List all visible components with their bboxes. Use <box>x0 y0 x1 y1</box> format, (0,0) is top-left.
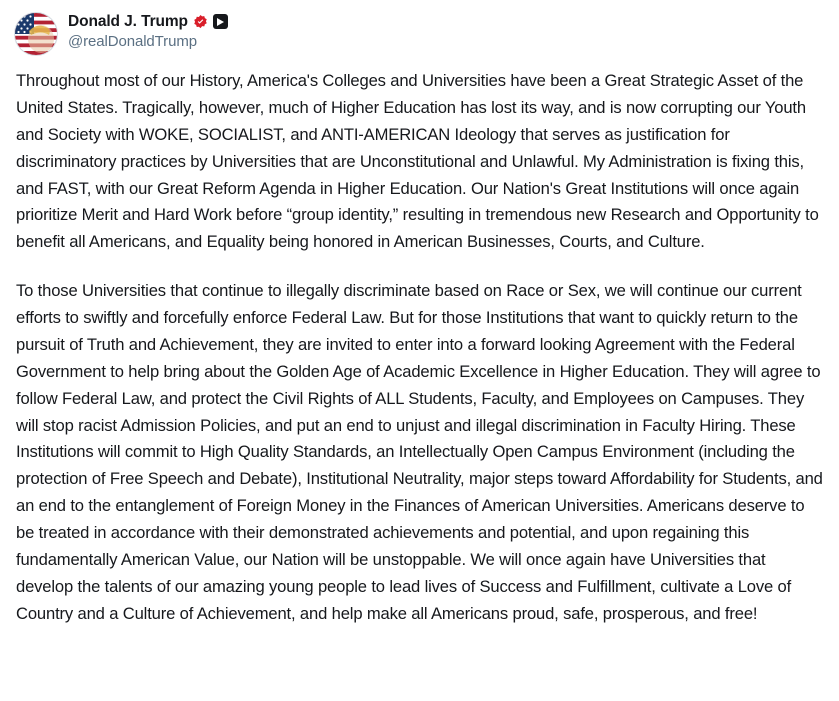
post-body <box>14 66 825 628</box>
verified-badge-icon <box>193 14 208 29</box>
author-identity <box>68 12 228 50</box>
post-paragraph: Throughout most of our History, America's Colleges and Universities have been a Great Strategic Asset of the United States. Tragically, however, much of Higher Education has lost its way, and is now corrupting our Youth and Society with WOKE, SOCIALIST, and ANTI-AMERICAN Ideology that serves as justification for discriminatory practices by Universities that are Unconstitutional and Unlawful. My Administration is fixing this, and FAST, with our Great Reform Agenda in Higher Education. Our Nation's Great Institutions will once again prioritize Merit and Hard Work before “group identity,” resulting in tremendous new Research and Opportunity to benefit all Americans, and Equality being honored in American Businesses, Courts, and Culture. <box>16 71 819 252</box>
author-display-name[interactable]: Donald J. Trump <box>68 13 188 30</box>
post-paragraph: To those Universities that continue to illegally discriminate based on Race or Sex, we will continue our current efforts to swiftly and forcefully enforce Federal Law. But for those Institutions that want to quickly return to the pursuit of Truth and Achievement, they are invited to enter into a forward looking Agreement with the Federal Government to help bring about the Golden Age of Academic Excellence in Higher Education. They will agree to follow Federal Law, and protect the Civil Rights of ALL Students, Faculty, and Employees on Campuses. They will stop racist Admission Policies, and put an end to unjust and illegal discrimination in Faculty Hiring. These Institutions will commit to High Quality Standards, an Intellectually Open Campus Environment (including the protection of Free Speech and Debate), Institutional Neutrality, major steps toward Affordability for Students, and an end to the entanglement of Foreign Money in the Finances of American Universities. Americans deserve to be treated in accordance with their demonstrated achievements and potential, and upon regaining this fundamentally American Value, our Nation will be unstoppable. We will once again have Universities that develop the talents of our amazing young people to lead lives of Success and Fulfillment, cultivate a Love of Country and a Culture of Achievement, and help make all Americans proud, safe, prosperous, and free! <box>16 281 823 623</box>
author-name-row <box>68 13 228 30</box>
affiliate-badge-icon <box>213 14 228 29</box>
author-handle[interactable]: @realDonaldTrump <box>68 33 197 51</box>
profile-avatar-american-flag[interactable] <box>14 12 58 56</box>
post-header <box>14 10 825 66</box>
